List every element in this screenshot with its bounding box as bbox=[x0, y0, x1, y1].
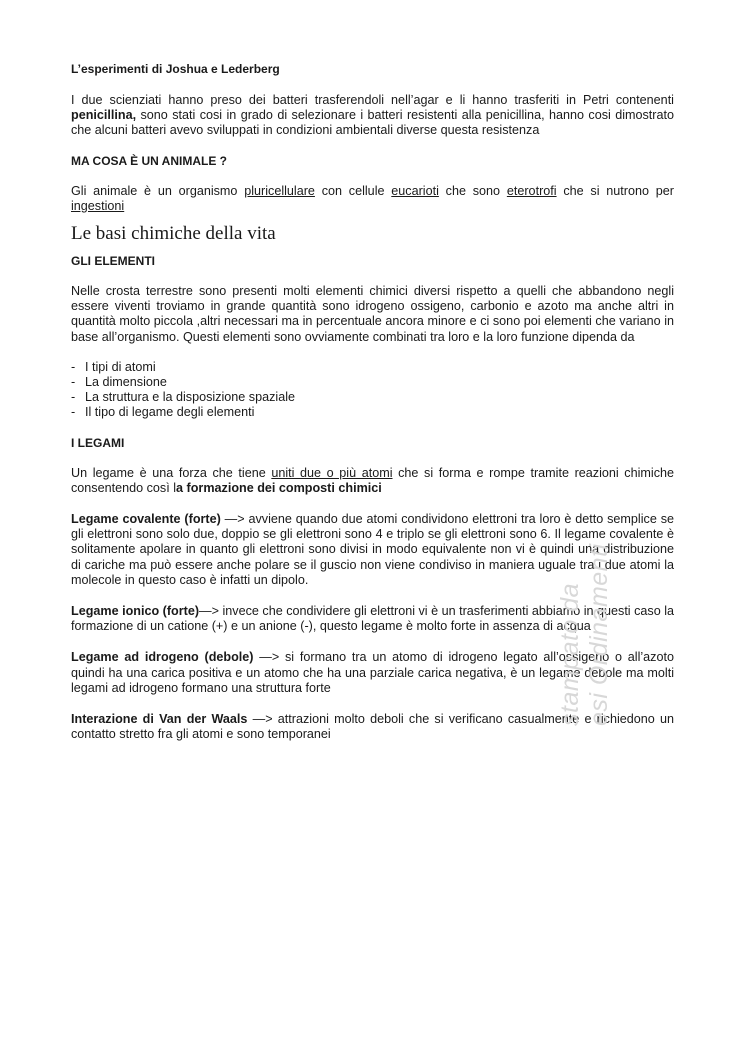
text-run: Un legame è una forza che tiene bbox=[71, 465, 272, 480]
paragraph-elementi: Nelle crosta terrestre sono presenti molti elementi chimici diversi rispetto a quelli che abbandono negli essere viventi troviamo in grande quantità sono idrogeno ossigeno, carbonio e azoto ma anche altri in quantità molto piccola ,altri necessari ma in percentuale ancora minore e ci sono poi elementi che variano in base all’organismo. Questi elementi sono ovviamente combinati tra loro e la loro funzione dipenda da bbox=[71, 284, 674, 344]
list-item: - Il tipo di legame degli elementi bbox=[71, 405, 255, 420]
text-penicillina: penicillina, bbox=[71, 108, 137, 123]
text-run: —> attrazioni molto deboli che si verificano casualmente e richiedono un contatto stretto fra gli atomi e sono temporanei bbox=[71, 712, 674, 742]
text-run: che si forma e rompe tramite reazioni chimiche consentendo così l bbox=[71, 465, 674, 495]
term-eucarioti: eucarioti bbox=[391, 183, 439, 198]
term-idrogeno: Legame ad idrogeno (debole) bbox=[71, 650, 254, 665]
list-item-text: I tipi di atomi bbox=[85, 359, 156, 374]
list-item-text: La struttura e la disposizione spaziale bbox=[85, 390, 296, 405]
heading-legami: I LEGAMI bbox=[71, 435, 125, 450]
text-run: —> avviene quando due atomi condividono elettroni tra loro è detto semplice se gli elettroni sono solo due, doppio se gli elettroni sono 4 e triplo se gli elettroni sono 6. Il legame covalente è solitamente apolare in quanto gli elettroni sono divisi in modo equivalente non vi è quindi una distribuzione di cariche ma può essere anche polare se il guscio non viene condiviso in maniera uguale tra i due atomi la molecole in questo caso è infatti un dipolo. bbox=[71, 512, 674, 587]
term-ionico: Legame ionico (forte) bbox=[71, 604, 200, 619]
term-uniti: uniti due o più atomi bbox=[271, 465, 393, 480]
text-run: —> si formano tra un atomo di idrogeno legato all’ossigeno o all’azoto quindi ha una carica positiva e un atomo che ha una parziale carica negativa, è un legame debole ma molti legami ad idrogeno formano una struttura forte bbox=[71, 650, 674, 695]
text-formazione: a formazione dei composti chimici bbox=[176, 480, 382, 495]
list-item-text: Il tipo di legame degli elementi bbox=[85, 405, 255, 420]
text-run: con cellule bbox=[314, 183, 392, 198]
text-run: I due scienziati hanno preso dei batteri trasferendoli nell’agar e li hanno trasferiti in Petri contenenti bbox=[71, 93, 674, 107]
watermark bbox=[556, 306, 614, 726]
heading-elementi: GLI ELEMENTI bbox=[71, 254, 155, 269]
heading-esperimenti: L’esperimenti di Joshua e Lederberg bbox=[71, 62, 280, 76]
text-run: che si nutrono per bbox=[556, 183, 674, 198]
watermark-line: esi Ordinamenti bbox=[585, 543, 613, 726]
list-item-text: La dimensione bbox=[85, 375, 167, 390]
watermark-line: stampato da bbox=[556, 582, 584, 726]
term-eterotrofi: eterotrofi bbox=[506, 183, 557, 198]
heading-animale: MA COSA È UN ANIMALE ? bbox=[71, 153, 227, 168]
text-run: Gli animale è un organismo bbox=[71, 183, 245, 198]
list-item: - La dimensione bbox=[71, 375, 167, 390]
list-item: - La struttura e la disposizione spaziale bbox=[71, 390, 296, 405]
term-ingestioni: ingestioni bbox=[71, 198, 125, 213]
text-run: che sono bbox=[438, 183, 507, 198]
paragraph-esperimenti bbox=[71, 93, 674, 139]
term-covalente: Legame covalente (forte) bbox=[71, 512, 221, 527]
term-pluricellulare: pluricellulare bbox=[244, 183, 315, 198]
term-van-der-waals: Interazione di Van der Waals bbox=[71, 712, 248, 727]
list-item: - I tipi di atomi bbox=[71, 359, 156, 374]
text-run: sono stati cosi in grado di selezionare i batteri resistenti alla penicillina, hanno cosi dimostrato che alcuni batteri avevo sviluppati in condizioni ambientali diverse questa resistenza bbox=[71, 108, 674, 138]
section-title: Le basi chimiche della vita bbox=[71, 223, 276, 245]
paragraph-animale bbox=[71, 184, 674, 214]
text-run: —> invece che condividere gli elettroni vi è un trasferimenti abbiamo in questi caso la formazione di un catione (+) e un anione (-), questo legame è molto forte in assenza di acqua bbox=[71, 604, 675, 634]
